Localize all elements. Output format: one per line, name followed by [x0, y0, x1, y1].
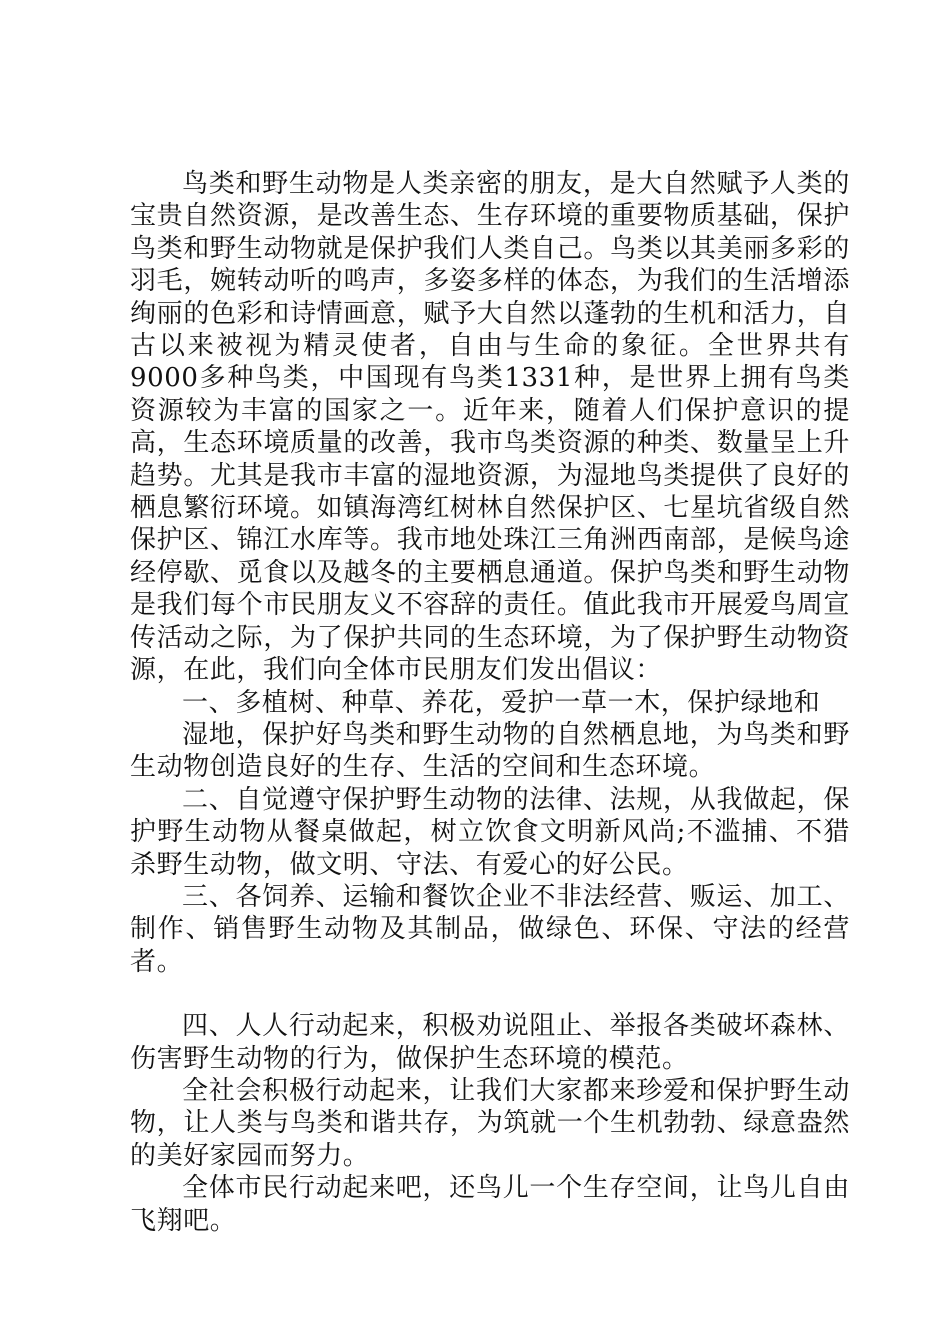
proposal-three: 三、各饲养、运输和餐饮企业不非法经营、贩运、加工、制作、销售野生动物及其制品，做绿色、环保、守法的经营者。: [130, 881, 850, 977]
proposal-two: 二、自觉遵守保护野生动物的法律、法规，从我做起，保护野生动物从餐桌做起，树立饮食文明新风尚;不滥捕、不猎杀野生动物，做文明、守法、有爱心的好公民。: [130, 784, 850, 880]
paragraph-gap: [130, 978, 850, 1010]
intro-paragraph: 鸟类和野生动物是人类亲密的朋友，是大自然赋予人类的宝贵自然资源，是改善生态、生存环境的重要物质基础，保护鸟类和野生动物就是保护我们人类自己。鸟类以其美丽多彩的羽毛，婉转动听的鸣声，多姿多样的体态，为我们的生活增添绚丽的色彩和诗情画意，赋予大自然以蓬勃的生机和活力，自古以来被视为精灵使者，自由与生命的象征。全世界共有9000多种鸟类，中国现有鸟类1331种，是世界上拥有鸟类资源较为丰富的国家之一。近年来，随着人们保护意识的提高，生态环境质量的改善，我市鸟类资源的种类、数量呈上升趋势。尤其是我市丰富的湿地资源，为湿地鸟类提供了良好的栖息繁衍环境。如镇海湾红树林自然保护区、七星坑省级自然保护区、锦江水库等。我市地处珠江三角洲西南部，是候鸟途经停歇、觅食以及越冬的主要栖息通道。保护鸟类和野生动物是我们每个市民朋友义不容辞的责任。值此我市开展爱鸟周宣传活动之际，为了保护共同的生态环境，为了保护野生动物资源，在此，我们向全体市民朋友们发出倡议：: [130, 169, 850, 686]
closing-paragraph: 全社会积极行动起来，让我们大家都来珍爱和保护野生动物，让人类与鸟类和谐共存，为筑就一个生机勃勃、绿意盎然的美好家园而努力。: [130, 1075, 850, 1171]
document-body: [130, 168, 850, 1237]
proposal-four: 四、人人行动起来，积极劝说阻止、举报各类破坏森林、伤害野生动物的行为，做保护生态环境的模范。: [130, 1011, 850, 1074]
proposal-one-heading: 一、多植树、种草、养花，爱护一草一木，保护绿地和: [182, 687, 821, 718]
final-call: 全体市民行动起来吧，还鸟儿一个生存空间，让鸟儿自由飞翔吧。: [130, 1173, 850, 1236]
proposal-one-continued: 湿地，保护好鸟类和野生动物的自然栖息地，为鸟类和野生动物创造良好的生存、生活的空间和生态环境。: [130, 719, 850, 783]
